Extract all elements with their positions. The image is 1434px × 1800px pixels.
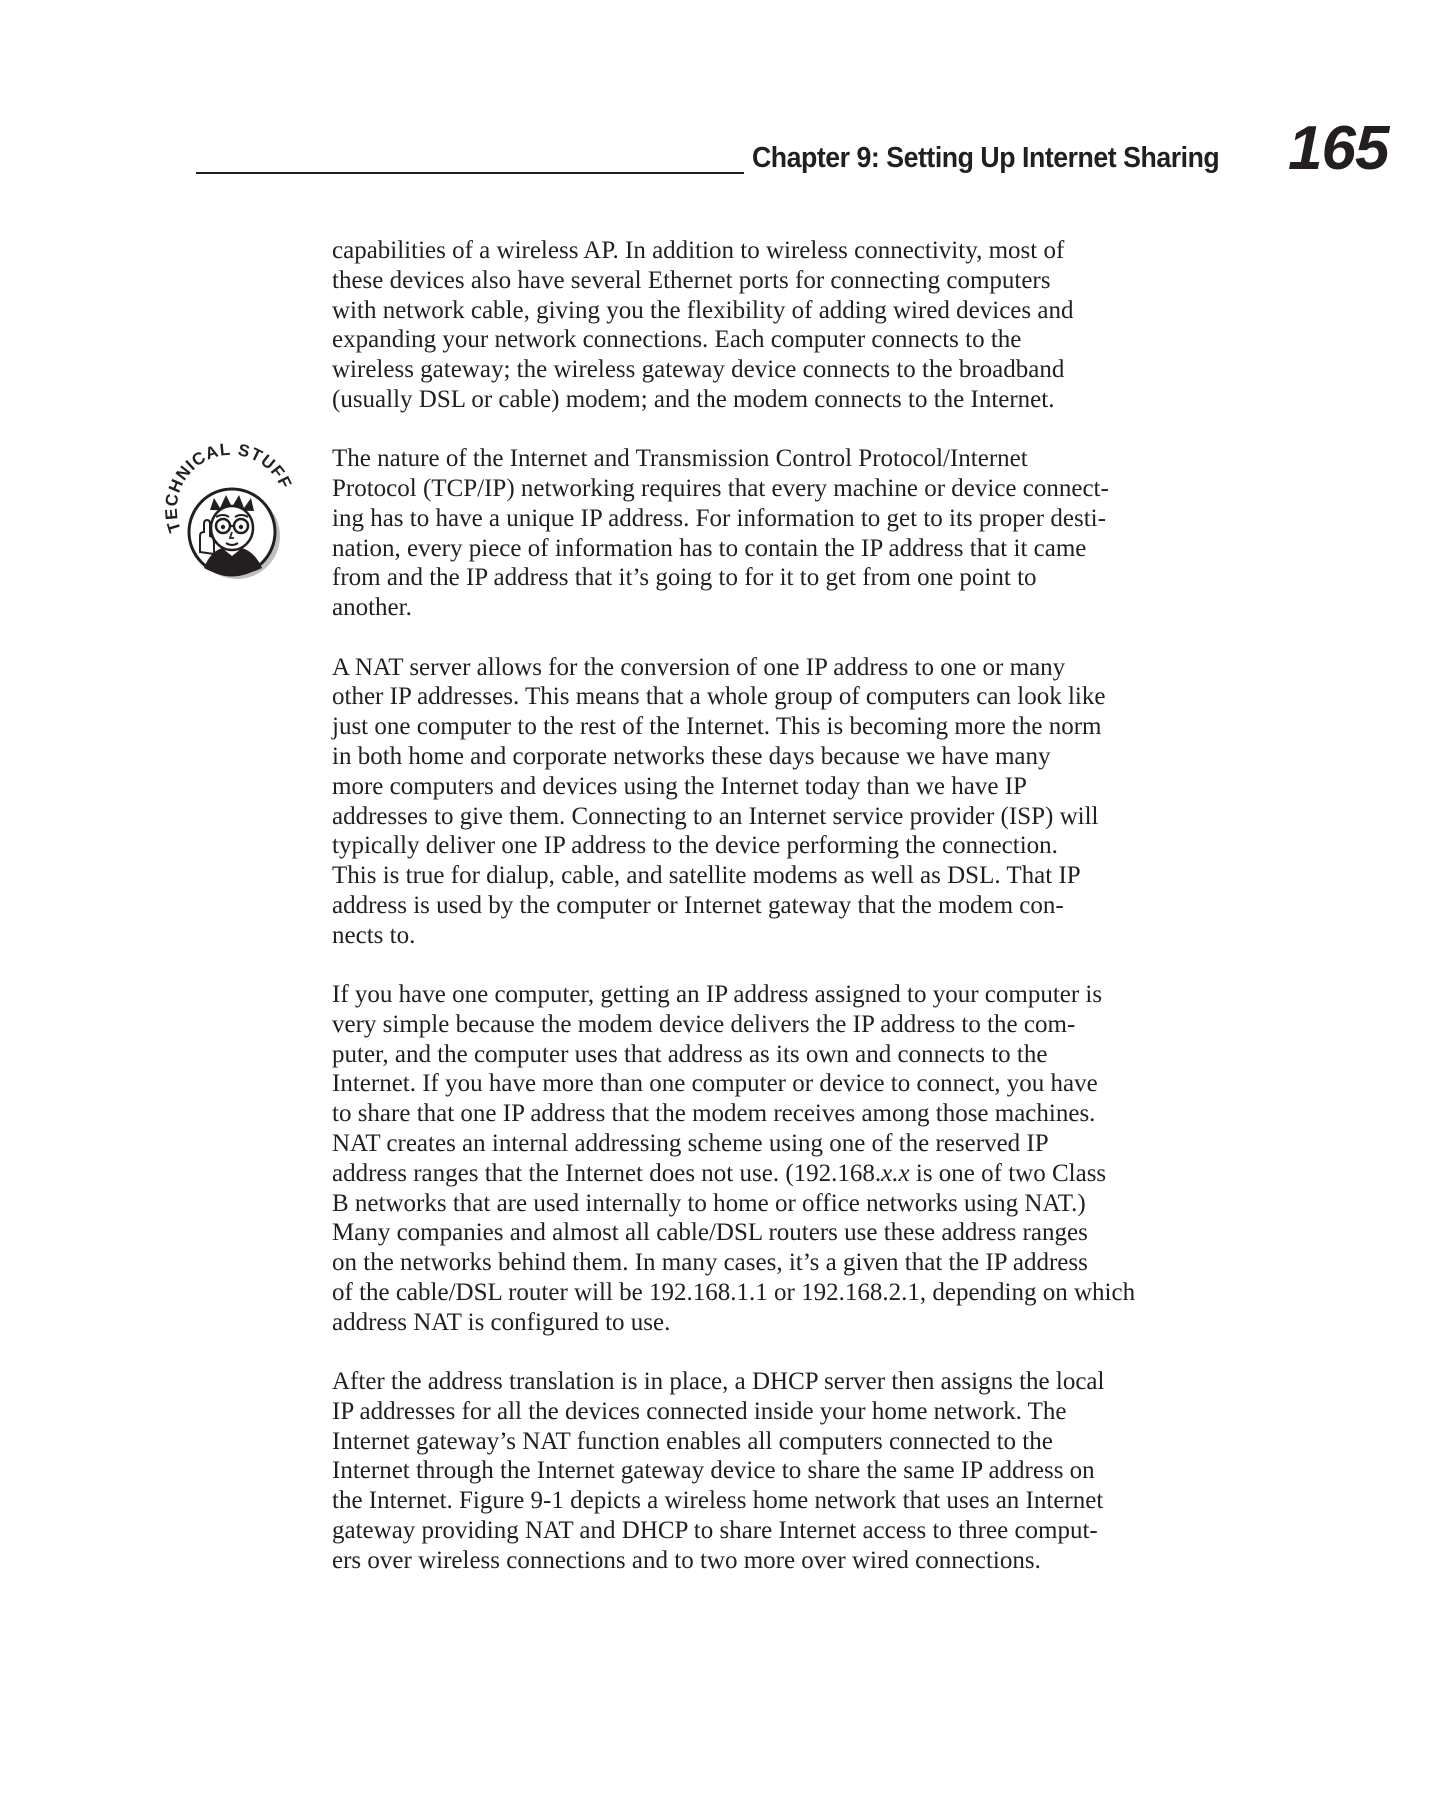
italic-variable: x.x (881, 1159, 910, 1187)
paragraph-5 (332, 1367, 1246, 1576)
svg-text:TECHNICAL STUFF: TECHNICAL STUFF (161, 440, 296, 535)
text-line: IP addresses for all the devices connected inside your home network. The (332, 1397, 1067, 1425)
text-line: After the address translation is in place, a DHCP server then assigns the local (332, 1368, 1105, 1396)
text-line: gateway providing NAT and DHCP to share Internet access to three comput- (332, 1517, 1098, 1545)
text-line: nation, every piece of information has to contain the IP address that it came (332, 534, 1087, 562)
text-line: of the cable/DSL router will be 192.168.1.1 or 192.168.2.1, depending on which (332, 1279, 1136, 1306)
paragraph-1 (332, 236, 1246, 415)
text-line: nects to. (332, 921, 416, 949)
paragraph-3 (332, 653, 1246, 951)
text-line: ers over wireless connections and to two more over wired connections. (332, 1546, 1041, 1574)
text-line: address ranges that the Internet does not use. (192.168.x.x is one of two Class (332, 1159, 1107, 1187)
text-line: Protocol (TCP/IP) networking requires that every machine or device connect- (332, 475, 1109, 503)
page-number: 165 (1288, 114, 1389, 183)
text-line: This is true for dialup, cable, and satellite modems as well as DSL. That IP (332, 862, 1081, 890)
text-line: from and the IP address that it’s going to for it to get from one point to (332, 564, 1037, 592)
text-line: these devices also have several Ethernet ports for connecting computers (332, 266, 1051, 294)
header-rule (196, 172, 744, 174)
text-line: NAT creates an internal addressing scheme using one of the reserved IP (332, 1130, 1049, 1158)
technical-stuff-icon (160, 440, 304, 584)
running-header (0, 0, 1434, 200)
text-line: Many companies and almost all cable/DSL routers use these address ranges (332, 1219, 1088, 1247)
text-line: with network cable, giving you the flexibility of adding wired devices and (332, 296, 1074, 324)
paragraph-2 (332, 444, 1246, 623)
text-line: If you have one computer, getting an IP address assigned to your computer is (332, 981, 1103, 1009)
text-line: expanding your network connections. Each computer connects to the (332, 326, 1022, 354)
text-line: wireless gateway; the wireless gateway device connects to the broadband (332, 356, 1065, 384)
text-line: The nature of the Internet and Transmission Control Protocol/Internet (332, 445, 1028, 473)
text-line: very simple because the modem device delivers the IP address to the com- (332, 1010, 1076, 1038)
text-line: on the networks behind them. In many cases, it’s a given that the IP address (332, 1249, 1088, 1277)
text-line: A NAT server allows for the conversion of one IP address to one or many (332, 653, 1066, 681)
text-line: more computers and devices using the Internet today than we have IP (332, 772, 1027, 800)
text-line: Internet gateway’s NAT function enables all computers connected to the (332, 1427, 1053, 1455)
text-line: the Internet. Figure 9-1 depicts a wireless home network that uses an Internet (332, 1487, 1104, 1515)
text-line: B networks that are used internally to home or office networks using NAT.) (332, 1189, 1086, 1217)
text-line: typically deliver one IP address to the device performing the connection. (332, 832, 1058, 860)
text-line: just one computer to the rest of the Internet. This is becoming more the norm (332, 713, 1102, 741)
text-line: to share that one IP address that the modem receives among those machines. (332, 1100, 1096, 1128)
paragraph-4 (332, 980, 1246, 1338)
text-line: other IP addresses. This means that a whole group of computers can look like (332, 683, 1106, 711)
text-line: address is used by the computer or Internet gateway that the modem con- (332, 891, 1064, 919)
text-line: ing has to have a unique IP address. For information to get to its proper desti- (332, 504, 1106, 532)
text-line: (usually DSL or cable) modem; and the modem connects to the Internet. (332, 385, 1055, 413)
text-line: address NAT is configured to use. (332, 1308, 671, 1336)
body-text (332, 236, 1246, 1605)
text-line: capabilities of a wireless AP. In addition to wireless connectivity, most of (332, 237, 1065, 264)
text-line: in both home and corporate networks these days because we have many (332, 742, 1051, 770)
text-line: Internet. If you have more than one computer or device to connect, you have (332, 1070, 1098, 1098)
text-line: another. (332, 594, 412, 622)
chapter-title: Chapter 9: Setting Up Internet Sharing (752, 142, 1220, 174)
text-line: Internet through the Internet gateway device to share the same IP address on (332, 1457, 1095, 1485)
text-line: addresses to give them. Connecting to an Internet service provider (ISP) will (332, 802, 1099, 830)
text-line: puter, and the computer uses that address as its own and connects to the (332, 1040, 1048, 1068)
